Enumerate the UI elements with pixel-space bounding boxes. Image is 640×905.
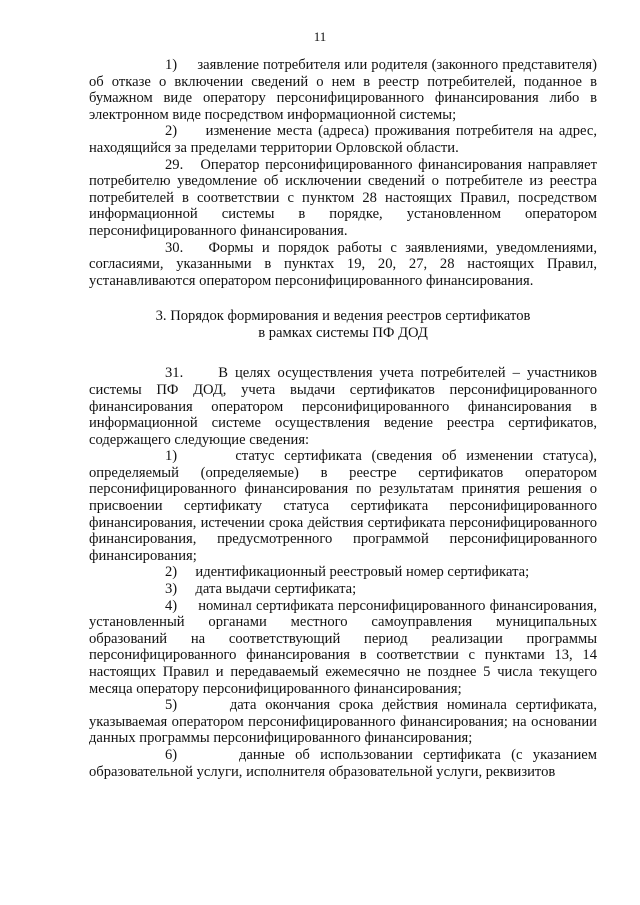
item-text: номинал сертификата персонифицированного финансирования, установленный органами местного самоуправления муниципальных образований на соответствующий период реализации программы персонифицированного финансирования в соответствии с пунктами 13, 14 настоящих Правил и передаваемый ежемесячно не позднее 5 числа текущего месяца оператору персонифицированного финансирования; xyxy=(89,597,597,697)
clause-text: В целях осуществления учета потребителей – участников системы ПФ ДОД, учета выдачи сертификатов персонифицированного финансирования оператором персонифицированного финансирования в информационной системе осуществления ведение реестра сертификатов, содержащего следующие сведения: xyxy=(89,365,597,448)
item-number: 3) xyxy=(165,581,178,598)
item-text: данные об использовании сертификата (с указанием образовательной услуги, исполнителя образовательной услуги, реквизитов xyxy=(89,746,597,780)
list-item xyxy=(89,57,597,123)
list-item xyxy=(89,697,597,747)
clause-number: 30. xyxy=(165,239,184,256)
list-item xyxy=(89,581,597,598)
clause-text: Оператор персонифицированного финансирования направляет потребителю уведомление об исключении сведений о потребителе из реестра потребителей в соответствии с пунктом 28 настоящих Правил, посредством информационной системы в порядке, установленном оператором персонифицированного финансирования. xyxy=(89,156,597,239)
item-number: 1) xyxy=(165,448,178,465)
item-text: статус сертификата (сведения об изменении статуса), определяемый (определяемые) в реестре сертификатов оператором персонифицированного финансирования по результатам принятия решения о присвоении сертификату статуса сертификата персонифицированного финансирования, истечении срока действия сертификата персонифицированного финансирования, предусмотренного программой персонифицированного финансирования; xyxy=(89,448,598,564)
list-item xyxy=(89,598,597,698)
clause-number: 31. xyxy=(165,365,184,382)
clause-text: Формы и порядок работы с заявлениями, уведомлениями, согласиями, указанными в пунктах 19, 20, 27, 28 настоящих Правил, устанавливаются оператором персонифицированного финансирования. xyxy=(89,239,598,289)
item-number: 2) xyxy=(165,564,178,581)
page-number: 11 xyxy=(313,29,327,44)
clause-31 xyxy=(89,365,597,448)
clause-30 xyxy=(89,240,597,290)
item-text: заявление потребителя или родителя (законного представителя) об отказе о включении сведений о нем в реестр потребителей, поданное в бумажном виде оператору персонифицированного финансирования либо в электронном виде посредством информационной системы; xyxy=(89,57,597,123)
item-text: дата выдачи сертификата; xyxy=(195,581,357,598)
item-text: изменение места (адреса) проживания потребителя на адрес, находящийся за пределами территории Орловской области. xyxy=(89,123,597,156)
list-item xyxy=(89,747,597,780)
section-title: 3. Порядок формирования и ведения реестров сертификатов в рамках системы ПФ ДОД xyxy=(155,308,531,342)
item-text: дата окончания срока действия номинала сертификата, указываемая оператором персонифицированного финансирования; на основании данных программы персонифицированного финансирования; xyxy=(89,697,598,747)
item-number: 4) xyxy=(165,597,178,614)
list-item xyxy=(89,123,597,156)
item-text: идентификационный реестровый номер сертификата; xyxy=(195,564,530,581)
item-number: 2) xyxy=(165,123,178,140)
list-item xyxy=(89,448,597,564)
item-number: 5) xyxy=(165,697,178,714)
clause-number: 29. xyxy=(165,156,184,173)
clause-29 xyxy=(89,157,597,240)
item-number: 1) xyxy=(165,57,178,73)
document-body xyxy=(89,57,597,780)
item-number: 6) xyxy=(165,746,178,763)
list-item xyxy=(89,564,597,581)
